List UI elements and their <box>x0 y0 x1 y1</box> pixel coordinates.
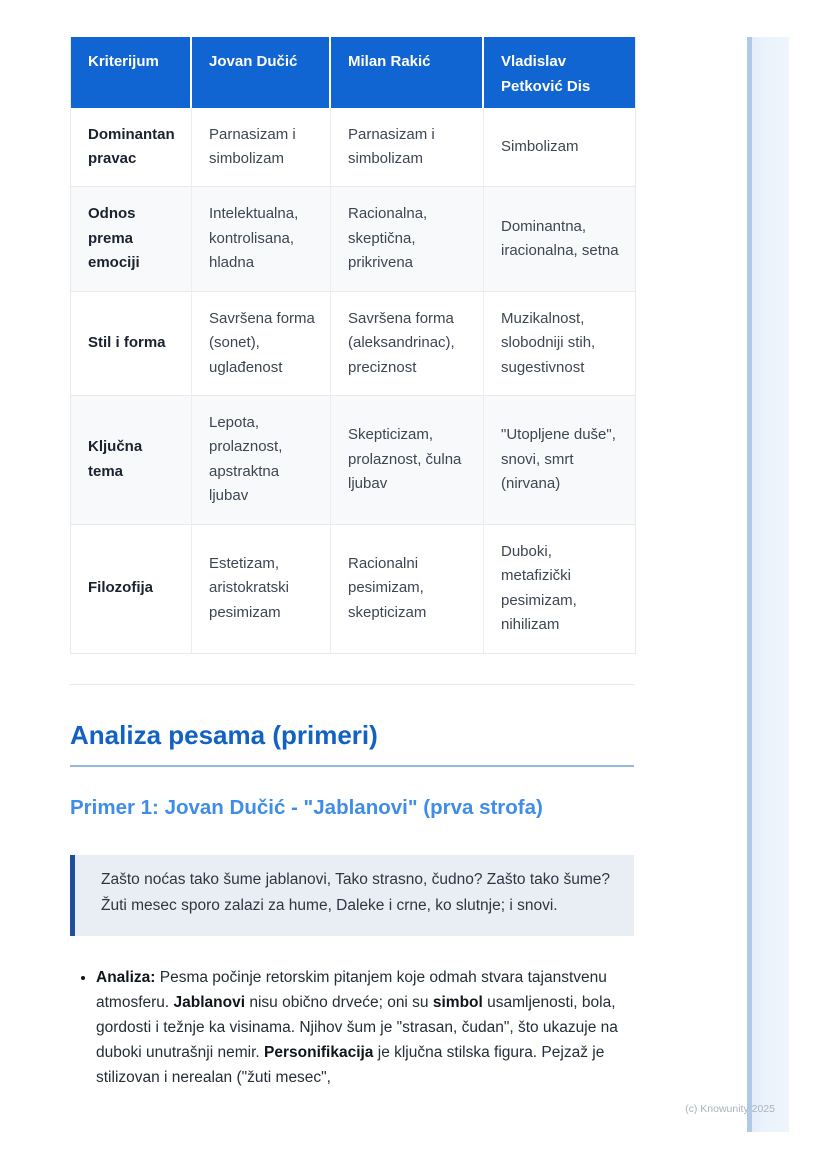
table-cell: "Utopljene duše", snovi, smrt (nirvana) <box>484 396 635 525</box>
section-divider <box>70 684 634 685</box>
table-cell: Simbolizam <box>484 108 635 188</box>
copyright-note: (c) Knowunity 2025 <box>685 1103 775 1115</box>
analysis-text: Pesma počinje retorskim pitanjem koje odmah stvara tajanstvenu atmosferu. <box>96 969 607 1012</box>
section-title: Analiza pesama (primeri) <box>70 720 634 767</box>
row-label: Ključna tema <box>71 396 192 525</box>
scrollbar-track[interactable] <box>747 37 789 1132</box>
table-cell: Parnasizam i simbolizam <box>192 108 331 188</box>
document-content <box>70 0 634 1090</box>
table-row <box>71 396 635 525</box>
row-label: Dominantan pravac <box>71 108 192 188</box>
table-cell: Racionalna, skeptična, prikrivena <box>331 187 484 291</box>
row-label: Stil i forma <box>71 292 192 396</box>
table-row <box>71 292 635 396</box>
row-label: Filozofija <box>71 525 192 653</box>
bold-term: Personifikacija <box>264 1043 374 1061</box>
table-cell: Racionalni pesimizam, skepticizam <box>331 525 484 653</box>
table-cell: Estetizam, aristokratski pesimizam <box>192 525 331 653</box>
table-cell: Duboki, metafizički pesimizam, nihilizam <box>501 542 577 634</box>
row-label: Odnos prema emociji <box>71 187 192 291</box>
column-header: Milan Rakić <box>331 37 484 108</box>
analysis-text: nisu obično drveće; oni su <box>245 994 433 1012</box>
analysis-list <box>70 966 634 1090</box>
table-cell: Intelektualna, kontrolisana, hladna <box>192 187 331 291</box>
table-cell: Savršena forma (sonet), uglađenost <box>192 292 331 396</box>
column-header: Vladislav Petković Dis <box>484 37 635 108</box>
table-header <box>71 37 635 108</box>
bold-term: Jablanovi <box>173 994 246 1012</box>
table-row <box>71 108 635 188</box>
analysis-text: je ključna stilska figura. Pejzaž je stilizovan i nerealan ("žuti mesec", <box>96 1043 605 1086</box>
bold-term: Analiza: <box>96 969 156 987</box>
column-header: Kriterijum <box>71 37 192 108</box>
table-row <box>71 187 635 291</box>
table-cell: Dominantna, iracionalna, setna <box>484 187 635 291</box>
table-cell: Skepticizam, prolaznost, čulna ljubav <box>331 396 484 525</box>
table-header-row <box>71 37 635 108</box>
column-header: Jovan Dučić <box>192 37 331 108</box>
poem-quote-block <box>70 855 634 937</box>
subsection-title: Primer 1: Jovan Dučić - "Jablanovi" (prva strofa) <box>70 795 543 819</box>
table-body <box>71 108 635 653</box>
table-cell: Muzikalnost, slobodniji stih, sugestivnost <box>484 292 635 396</box>
poets-comparison-table <box>70 37 636 654</box>
table-cell: Savršena forma (aleksandrinac), preciznost <box>331 292 484 396</box>
analysis-text: usamljenosti, bola, gordosti i težnje ka visinama. Njihov šum je "strasan, čudan", što ukazuje na duboki unutrašnji nemir. <box>96 994 618 1061</box>
table-cell: Parnasizam i simbolizam <box>331 108 484 188</box>
bold-term: simbol <box>432 994 483 1012</box>
table-row <box>71 525 635 653</box>
poem-quote-text: Zašto noćas tako šume jablanovi, Tako strasno, čudno? Zašto tako šume? Žuti mesec sporo zalazi za hume, Daleke i crne, ko slutnje; i snovi. <box>101 870 610 915</box>
table-cell: Lepota, prolaznost, apstraktna ljubav <box>192 396 331 525</box>
analysis-list-item <box>96 966 634 1090</box>
